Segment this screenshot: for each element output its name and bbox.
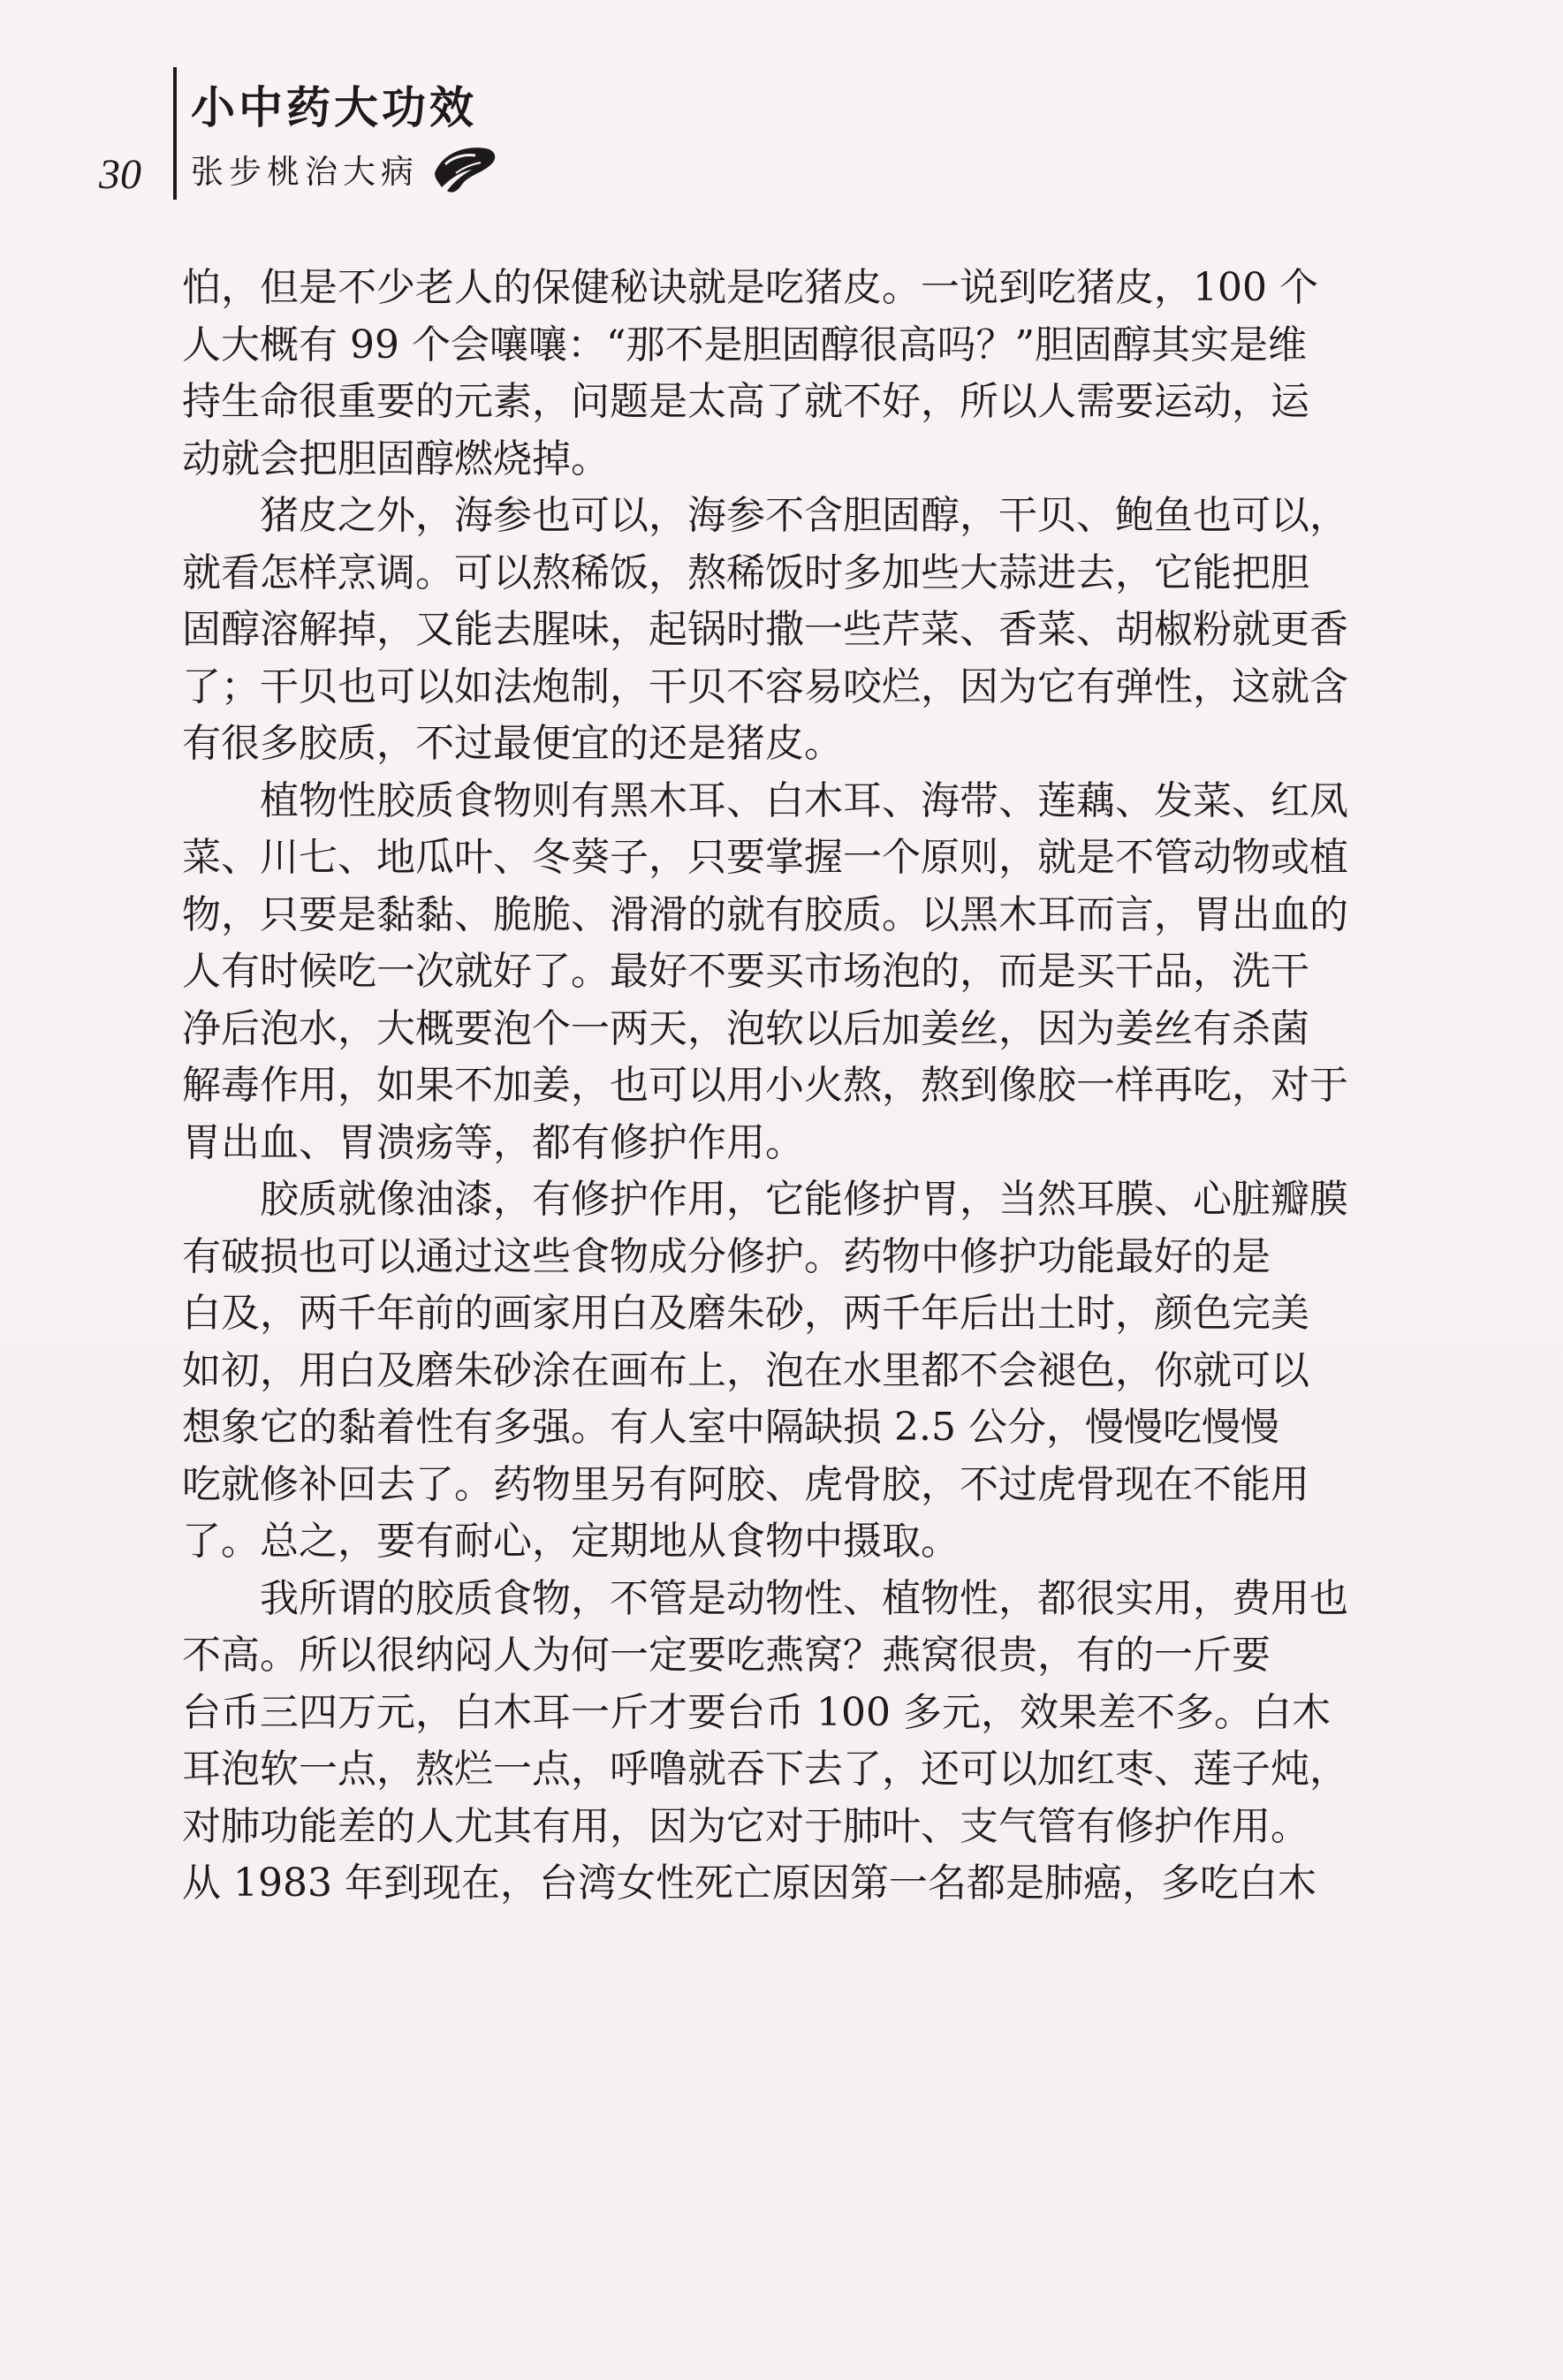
- paragraph-1: 怕，但是不少老人的保健秘诀就是吃猪皮。一说到吃猪皮，100 个 人大概有 99 个会嚷嚷：“那不是胆固醇很高吗？”胆固醇其实是维 持生命很重要的元素，问题是太高了就不好，所以人需要运动，运 动就会把胆固醇燃烧掉。: [182, 265, 1318, 481]
- book-subtitle: 张步桃治大病: [191, 153, 419, 191]
- body-text: [182, 260, 1419, 1913]
- book-title: 小中药大功效: [191, 82, 477, 133]
- header-divider: [173, 67, 177, 200]
- paragraph-4: 胶质就像油漆，有修护作用，它能修护胃，当然耳膜、心脏瓣膜 有破损也可以通过这些食物成分修护。药物中修护功能最好的是 白及，两千年前的画家用白及磨朱砂，两千年后出土时，颜色完美 如初，用白及磨朱砂涂在画布上，泡在水里都不会褪色，你就可以 想象它的黏着性有多强。有人室中隔缺损 2.5 公分，慢慢吃慢慢 吃就修补回去了。药物里另有阿胶、虎骨胶，不过虎骨现在不能用 了。总之，要有耐心，定期地从食物中摄取。: [182, 1177, 1348, 1564]
- paragraph-2: 猪皮之外，海参也可以，海参不含胆固醇，干贝、鲍鱼也可以， 就看怎样烹调。可以熬稀饭，熬稀饭时多加些大蒜进去，它能把胆 固醇溶解掉，又能去腥味，起锅时撒一些芹菜、香菜、胡椒粉就更香 了；干贝也可以如法炮制，干贝不容易咬烂，因为它有弹性，这就含 有很多胶质，不过最便宜的还是猪皮。: [182, 493, 1348, 766]
- page-number: 30: [99, 151, 141, 198]
- paragraph-5: 我所谓的胶质食物，不管是动物性、植物性，都很实用，费用也 不高。所以很纳闷人为何一定要吃燕窝？燕窝很贵，有的一斤要 台币三四万元，白木耳一斤才要台币 100 多元，效果差不多。白木 耳泡软一点，熬烂一点，呼噜就吞下去了，还可以加红枣、莲子炖， 对肺功能差的人尤其有用，因为它对于肺叶、支气管有修护作用。 从 1983 年到现在，台湾女性死亡原因第一名都是肺癌，多吃白木: [182, 1575, 1348, 1906]
- paragraph-3: 植物性胶质食物则有黑木耳、白木耳、海带、莲藕、发菜、红凤 菜、川七、地瓜叶、冬葵子，只要掌握一个原则，就是不管动物或植 物，只要是黏黏、脆脆、滑滑的就有胶质。以黑木耳而言，胃出血的 人有时候吃一次就好了。最好不要买市场泡的，而是买干品，洗干 净后泡水，大概要泡个一两天，泡软以后加姜丝，因为姜丝有杀菌 解毒作用，如果不加姜，也可以用小火熬，熬到像胶一样再吃，对于 胃出血、胃溃疡等，都有修护作用。: [182, 777, 1348, 1165]
- brush-stroke-icon: [429, 138, 500, 200]
